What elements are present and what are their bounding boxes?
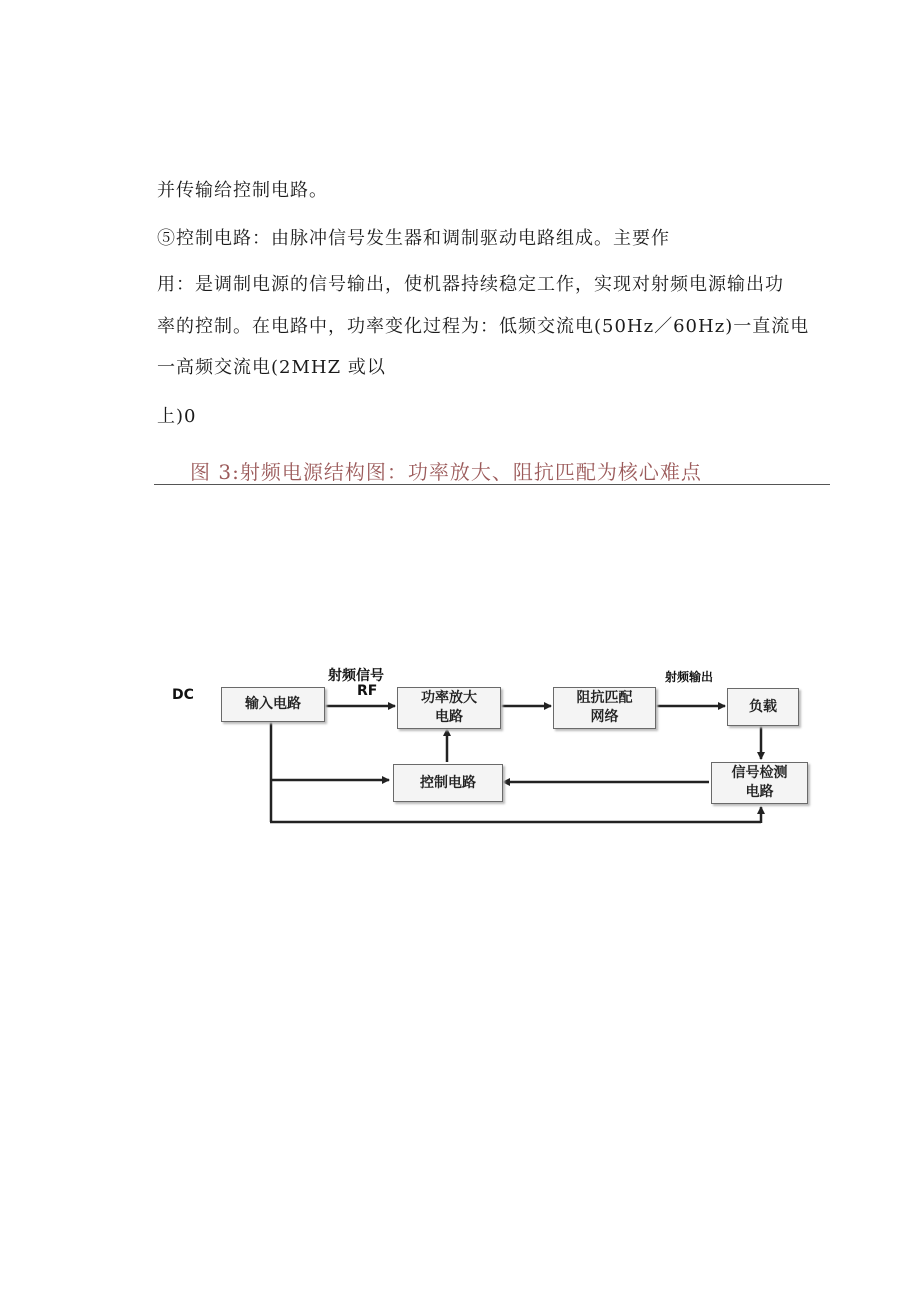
rf-label: RF xyxy=(357,683,378,699)
impedance-matching-box xyxy=(553,687,656,729)
caption-divider xyxy=(154,484,830,485)
power-amplifier-label-1: 功率放大 xyxy=(421,690,477,706)
diagram-connectors xyxy=(150,640,840,840)
power-amplifier-box xyxy=(397,687,501,729)
signal-detection-box xyxy=(711,762,808,804)
rf-power-structure-diagram xyxy=(150,640,840,840)
impedance-matching-label-2: 网络 xyxy=(590,709,619,725)
body-text-line-2: ⑤控制电路：由脉冲信号发生器和调制驱动电路组成。主要作 xyxy=(157,228,670,249)
body-text-line-6: 上)0 xyxy=(157,406,197,427)
control-circuit-box xyxy=(393,764,503,802)
figure-caption: 图 3:射频电源结构图：功率放大、阻抗匹配为核心难点 xyxy=(190,460,702,484)
input-circuit-label: 输入电路 xyxy=(245,696,301,712)
signal-detection-label-1: 信号检测 xyxy=(731,765,788,781)
rf-signal-label: 射频信号 xyxy=(328,668,384,684)
load-label: 负载 xyxy=(749,698,777,715)
load-box xyxy=(727,688,799,726)
body-text-line-1: 并传输给控制电路。 xyxy=(157,180,328,201)
body-text-line-4: 率的控制。在电路中，功率变化过程为：低频交流电(50Hz／60Hz)一直流电 xyxy=(157,316,810,337)
body-text-line-3: 用：是调制电源的信号输出，使机器持续稳定工作，实现对射频电源输出功 xyxy=(157,274,784,295)
signal-detection-label-2: 电路 xyxy=(745,784,774,800)
dc-label: DC xyxy=(172,687,194,703)
input-circuit-box xyxy=(221,687,325,722)
body-text-line-5: 一高频交流电(2MHZ 或以 xyxy=(157,357,386,378)
impedance-matching-label-1: 阻抗匹配 xyxy=(576,690,633,706)
power-amplifier-label-2: 电路 xyxy=(435,709,463,725)
rf-output-label: 射频输出 xyxy=(665,670,714,684)
control-circuit-label: 控制电路 xyxy=(420,774,476,791)
